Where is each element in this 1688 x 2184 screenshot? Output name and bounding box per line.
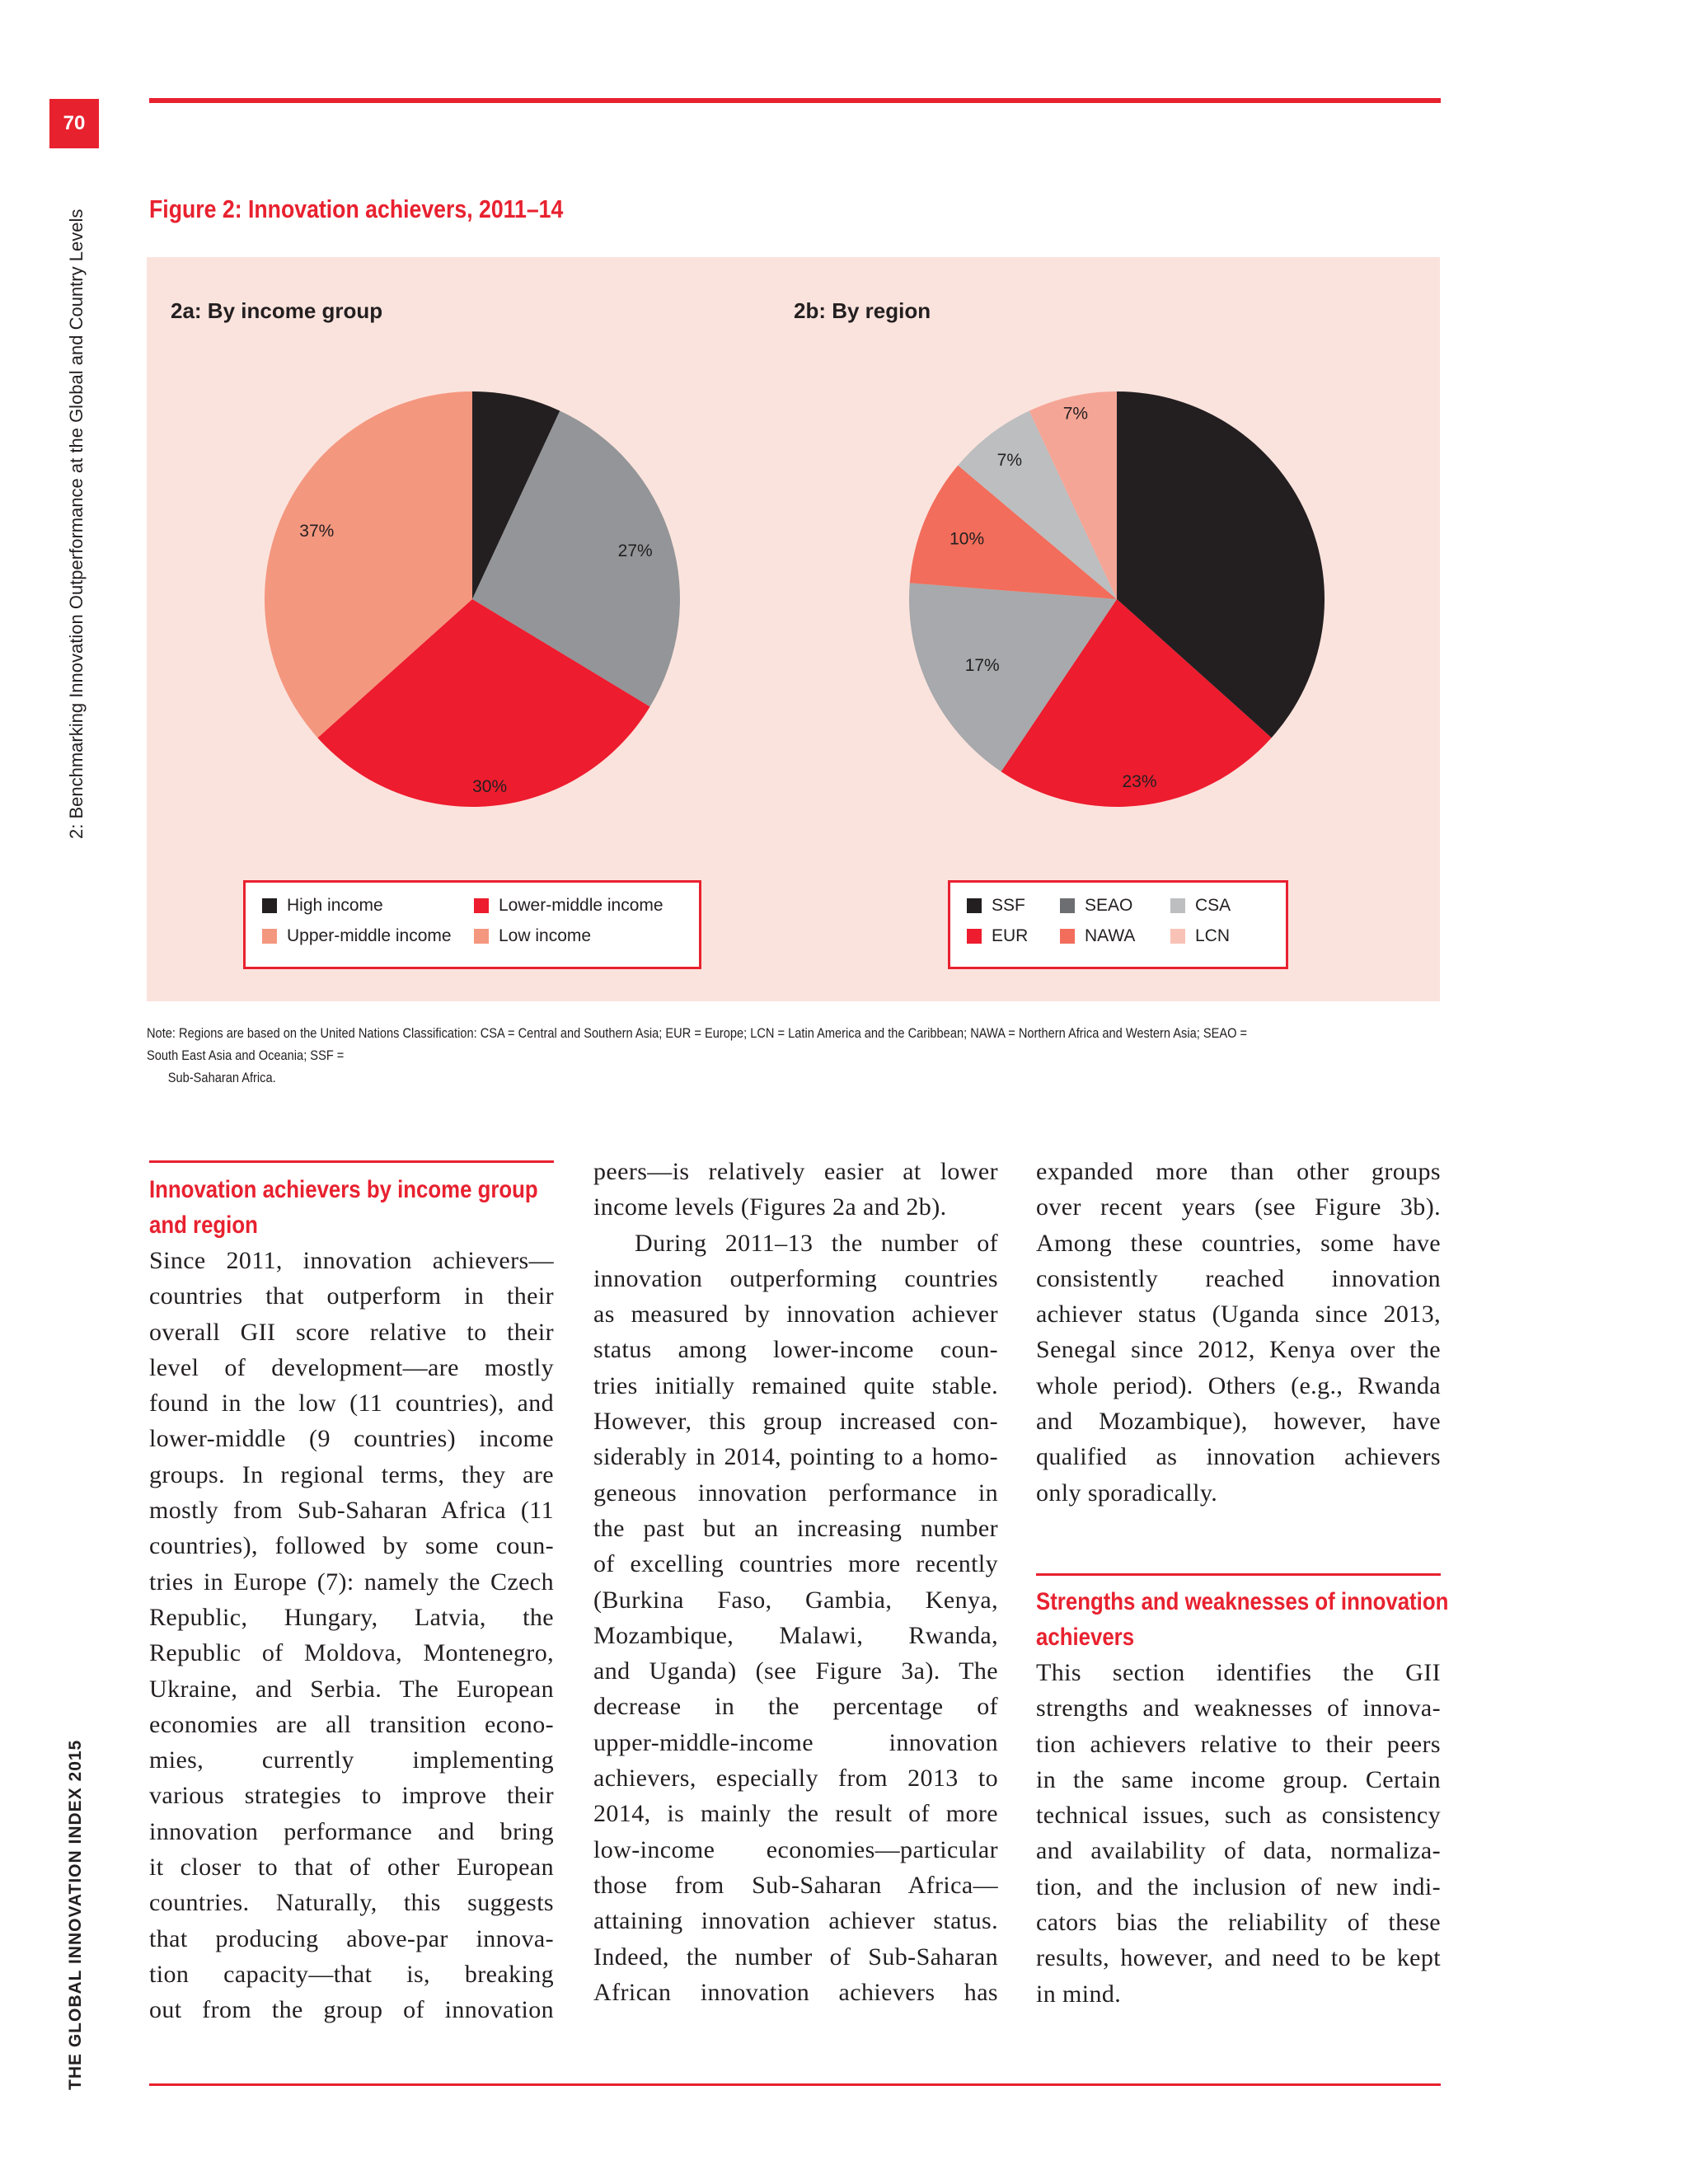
text-line: technical issues, such as consistency	[1036, 1802, 1441, 1830]
section-heading-income-region	[149, 1172, 538, 1243]
text-line: innovation performance and bring	[149, 1817, 554, 1845]
legend-swatch	[967, 929, 982, 944]
text-line: geneous innovation performance in	[593, 1479, 998, 1507]
note-line: Sub-Saharan Africa.	[167, 1070, 276, 1085]
chart-2b-title: 2b: By region	[794, 298, 931, 323]
publication-sidebar: THE GLOBAL INNOVATION INDEX 2015	[66, 1739, 85, 2090]
text-line: During 2011–13 the number of	[635, 1229, 998, 1257]
column-1-rule	[149, 1160, 554, 1163]
text-line: Since 2011, innovation achievers—	[149, 1247, 554, 1274]
text-line: tion achievers relative to their peers	[1036, 1730, 1441, 1758]
legend-swatch	[967, 898, 982, 913]
text-line: expanded more than other groups	[1036, 1158, 1441, 1185]
legend-swatch	[262, 898, 277, 913]
text-line: innovation outperforming countries	[593, 1264, 998, 1292]
legend-swatch	[474, 898, 489, 913]
legend-item	[1060, 926, 1135, 946]
text-line: Republic of Moldova, Montenegro,	[149, 1639, 554, 1667]
slice-value-label: 23%	[1122, 772, 1157, 792]
text-line: This section identifies the GII	[1036, 1659, 1441, 1686]
text-line: countries), followed by some coun-	[149, 1532, 554, 1560]
text-line: tion, and the inclusion of new indi-	[1036, 1872, 1441, 1900]
text-line: Indeed, the number of Sub-Saharan	[593, 1943, 998, 1971]
text-line: of excelling countries more recently	[593, 1550, 998, 1578]
legend-label: CSA	[1195, 896, 1231, 915]
text-line: results, however, and need to be kept	[1036, 1944, 1441, 1972]
text-line: peers—is relatively easier at lower	[593, 1158, 998, 1185]
legend-label: LCN	[1195, 926, 1231, 945]
text-line: overall GII score relative to their	[149, 1318, 554, 1346]
text-line: Among these countries, some have	[1036, 1229, 1441, 1257]
legend-item	[1060, 896, 1132, 916]
text-line: cators bias the reliability of these	[1036, 1909, 1441, 1937]
text-line: over recent years (see Figure 3b).	[1036, 1193, 1441, 1221]
slice-value-label: 30%	[472, 776, 508, 796]
slice-value-label: 7%	[1062, 404, 1089, 424]
heading-line: Strengths and weaknesses of innovation	[1036, 1588, 1449, 1615]
text-line: siderably in 2014, pointing to a homo-	[593, 1443, 998, 1471]
legend-label: Low income	[499, 926, 592, 945]
slice-value-label: 7%	[499, 408, 526, 428]
legend-label: High income	[287, 896, 383, 915]
text-line: mies, currently implementing	[149, 1746, 554, 1774]
text-line: countries. Naturally, this suggests	[149, 1889, 554, 1917]
body-column-3-top	[1036, 1154, 1441, 1511]
text-line: qualified as innovation achievers	[1036, 1443, 1441, 1471]
heading-line: achievers	[1036, 1624, 1135, 1651]
text-line: economies are all transition econo-	[149, 1710, 554, 1738]
legend-item	[262, 926, 452, 946]
body-column-3-bottom	[1036, 1655, 1441, 2012]
slice-value-label: 10%	[950, 529, 985, 549]
legend-item	[967, 926, 1028, 946]
legend-label: EUR	[992, 926, 1029, 945]
text-line: that producing above-par innova-	[149, 1924, 554, 1952]
legend-item	[1170, 926, 1230, 946]
text-line: However, this group increased con-	[593, 1408, 998, 1436]
figure-title: Figure 2: Innovation achievers, 2011–14	[149, 194, 564, 223]
legend-swatch	[1060, 929, 1075, 944]
text-line: consistently reached innovation	[1036, 1264, 1441, 1292]
text-line: those from Sub-Saharan Africa—	[593, 1871, 998, 1899]
legend-label: SEAO	[1085, 896, 1133, 915]
legend-item	[967, 896, 1025, 916]
text-line: Republic, Hungary, Latvia, the	[149, 1603, 554, 1631]
text-line: (Burkina Faso, Gambia, Kenya,	[593, 1586, 998, 1614]
legend-item	[262, 896, 383, 916]
legend-swatch	[1060, 898, 1075, 913]
text-line: found in the low (11 countries), and	[149, 1390, 554, 1418]
text-line: out from the group of innovation	[149, 1996, 554, 2024]
text-line: achievers, especially from 2013 to	[593, 1765, 998, 1793]
text-line: mostly from Sub-Saharan Africa (11	[149, 1497, 554, 1525]
chapter-sidebar: 2: Benchmarking Innovation Outperformance at the Global and Country Levels	[66, 209, 87, 839]
text-line: Senegal since 2012, Kenya over the	[1036, 1336, 1441, 1364]
slice-value-label: 7%	[996, 450, 1023, 470]
text-line: as measured by innovation achiever	[593, 1301, 998, 1329]
legend-item	[1170, 896, 1231, 916]
text-line: income levels (Figures 2a and 2b).	[593, 1193, 947, 1221]
text-line: only sporadically.	[1036, 1479, 1218, 1507]
slice-value-label: 17%	[964, 656, 1000, 676]
legend-item	[474, 926, 591, 946]
legend-income	[243, 880, 701, 969]
text-line: it closer to that of other European	[149, 1854, 554, 1882]
legend-label: NAWA	[1085, 926, 1136, 945]
legend-swatch	[262, 929, 277, 944]
text-line: groups. In regional terms, they are	[149, 1460, 554, 1488]
legend-swatch	[1170, 898, 1185, 913]
text-line: attaining innovation achiever status.	[593, 1907, 998, 1935]
slice-value-label: 27%	[617, 541, 653, 560]
text-line: and Mozambique), however, have	[1036, 1408, 1441, 1436]
legend-region	[948, 880, 1288, 969]
body-column-2	[593, 1154, 998, 2010]
section-heading-strengths	[1036, 1584, 1448, 1655]
slice-value-label: 37%	[1266, 516, 1301, 536]
text-line: and Uganda) (see Figure 3a). The	[593, 1657, 998, 1685]
text-line: Mozambique, Malawi, Rwanda,	[593, 1621, 998, 1649]
slice-value-label: 37%	[299, 521, 335, 541]
text-line: tion capacity—that is, breaking	[149, 1960, 554, 1988]
legend-label: SSF	[992, 896, 1025, 915]
legend-label: Lower-middle income	[499, 896, 663, 915]
top-rule	[149, 98, 1441, 103]
text-line: 2014, is mainly the result of more	[593, 1800, 998, 1828]
text-line: low-income economies—particular	[593, 1835, 998, 1863]
pie-chart-region	[909, 391, 1325, 807]
text-line: lower-middle (9 countries) income	[149, 1425, 554, 1453]
legend-label: Upper-middle income	[287, 926, 452, 945]
text-line: achiever status (Uganda since 2013,	[1036, 1301, 1441, 1329]
text-line: tries initially remained quite stable.	[593, 1371, 998, 1399]
text-line: and availability of data, normaliza-	[1036, 1837, 1441, 1865]
text-line: various strategies to improve their	[149, 1782, 554, 1810]
pie-chart-income	[265, 391, 680, 807]
text-line: status among lower-income coun-	[593, 1336, 998, 1364]
chart-2a-title: 2a: By income group	[171, 298, 383, 323]
text-line: strengths and weaknesses of innova-	[1036, 1694, 1441, 1722]
heading-line: Innovation achievers by income group	[149, 1176, 538, 1203]
text-line: in the same income group. Certain	[1036, 1765, 1441, 1793]
note-line: Note: Regions are based on the United Nations Classification: CSA = Central and Southern Asia; EUR = Europe; LCN = Latin America and the Caribbean; NAWA = Northern Africa and Western Asia; SEAO = South East Asia and Oceania; SSF =	[147, 1025, 1248, 1063]
text-line: the past but an increasing number	[593, 1514, 998, 1542]
legend-swatch	[474, 929, 489, 944]
text-line: African innovation achievers has	[593, 1978, 998, 2006]
text-line: tries in Europe (7): namely the Czech	[149, 1568, 554, 1596]
heading-line: and region	[149, 1212, 258, 1239]
text-line: whole period). Others (e.g., Rwanda	[1036, 1371, 1441, 1399]
text-line: countries that outperform in their	[149, 1282, 554, 1310]
bottom-rule	[149, 2083, 1441, 2086]
text-line: in mind.	[1036, 1980, 1122, 2008]
figure-note	[147, 1022, 1253, 1089]
body-column-1	[149, 1243, 554, 2028]
column-3-rule	[1036, 1573, 1441, 1576]
text-line: level of development—are mostly	[149, 1353, 554, 1381]
text-line: Ukraine, and Serbia. The European	[149, 1675, 554, 1703]
legend-item	[474, 896, 663, 916]
text-line: upper-middle-income innovation	[593, 1728, 998, 1756]
text-line: decrease in the percentage of	[593, 1693, 998, 1721]
page-number: 70	[49, 99, 99, 148]
legend-swatch	[1170, 929, 1185, 944]
